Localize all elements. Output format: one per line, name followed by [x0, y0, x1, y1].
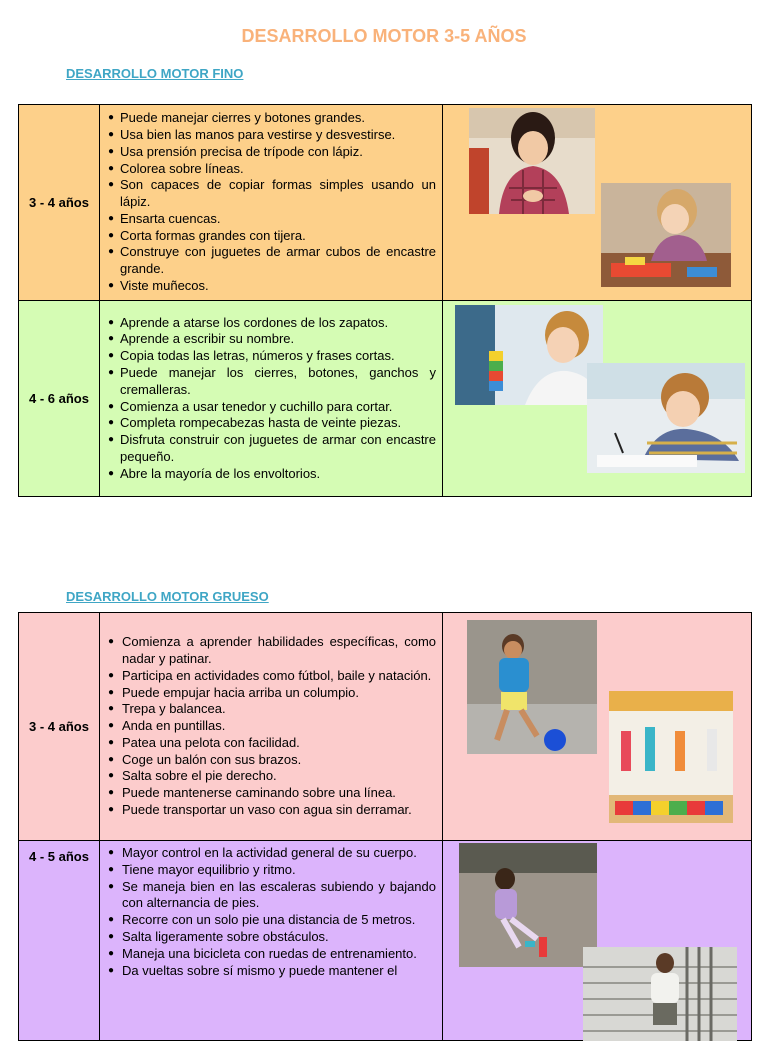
girl-buttoning-photo	[469, 108, 595, 214]
skill-item: ● Maneja una bicicleta con ruedas de entrenamiento.	[108, 946, 436, 963]
skill-item: ● Puede manejar los cierres, botones, ganchos y cremalleras.	[108, 365, 436, 399]
skill-item: ● Da vueltas sobre sí mismo y puede mantener el	[108, 963, 436, 980]
age-cell: 3 - 4 años	[19, 105, 100, 301]
skill-item: ● Coge un balón con sus brazos.	[108, 752, 436, 769]
skill-item: ● Puede transportar un vaso con agua sin derramar.	[108, 802, 436, 819]
skills-cell	[100, 301, 443, 497]
fine-row-4-6	[19, 301, 752, 497]
skills-list	[100, 106, 442, 299]
skill-item: ● Usa prensión precisa de trípode con lápiz.	[108, 144, 436, 161]
skill-item: ● Trepa y balancea.	[108, 701, 436, 718]
skill-item: ● Comienza a aprender habilidades específicas, como nadar y patinar.	[108, 634, 436, 668]
skill-item: ● Salta sobre el pie derecho.	[108, 768, 436, 785]
skill-item: ● Aprende a atarse los cordones de los zapatos.	[108, 315, 436, 332]
fine-row-3-4	[19, 105, 752, 301]
skill-item: ● Comienza a usar tenedor y cuchillo para cortar.	[108, 399, 436, 416]
photos-cell	[443, 105, 752, 301]
skill-item: ● Mayor control en la actividad general de su cuerpo.	[108, 845, 436, 862]
skills-cell	[100, 613, 443, 841]
age-cell: 4 - 6 años	[19, 301, 100, 497]
boy-blocks-photo	[455, 305, 603, 405]
skill-item: ● Puede manejar cierres y botones grandes.	[108, 110, 436, 127]
skill-item: ● Corta formas grandes con tijera.	[108, 228, 436, 245]
gross-motor-table	[18, 612, 752, 1041]
kids-climbing-photo	[609, 691, 733, 823]
skill-item: ● Recorre con un solo pie una distancia de 5 metros.	[108, 912, 436, 929]
gross-motor-heading: DESARROLLO MOTOR GRUESO	[66, 589, 269, 604]
skills-list	[100, 841, 442, 983]
photos-cell	[443, 301, 752, 497]
skill-item: ● Aprende a escribir su nombre.	[108, 331, 436, 348]
fine-motor-table	[18, 104, 752, 497]
skill-item: ● Usa bien las manos para vestirse y desvestirse.	[108, 127, 436, 144]
skill-item: ● Se maneja bien en las escaleras subiendo y bajando con alternancia de pies.	[108, 879, 436, 913]
skill-item: ● Patea una pelota con facilidad.	[108, 735, 436, 752]
skill-item: ● Colorea sobre líneas.	[108, 161, 436, 178]
skill-item: ● Participa en actividades como fútbol, baile y natación.	[108, 668, 436, 685]
age-cell: 3 - 4 años	[19, 613, 100, 841]
skill-item: ● Completa rompecabezas hasta de veinte piezas.	[108, 415, 436, 432]
skill-item: ● Anda en puntillas.	[108, 718, 436, 735]
skill-item: ● Son capaces de copiar formas simples usando un lápiz.	[108, 177, 436, 211]
boy-kicking-ball-photo	[467, 620, 597, 754]
skill-item: ● Viste muñecos.	[108, 278, 436, 295]
photos-cell	[443, 613, 752, 841]
girl-jumping-photo	[459, 843, 597, 967]
skills-list	[100, 311, 442, 487]
skill-item: ● Disfruta construir con juguetes de armar con encastre pequeño.	[108, 432, 436, 466]
girl-coloring-photo	[601, 183, 731, 287]
boy-stairs-photo	[583, 947, 737, 1041]
skill-item: ● Ensarta cuencas.	[108, 211, 436, 228]
photos-cell	[443, 841, 752, 1041]
gross-row-3-4	[19, 613, 752, 841]
skills-cell	[100, 105, 443, 301]
skills-list	[100, 630, 442, 823]
skill-item: ● Puede mantenerse caminando sobre una línea.	[108, 785, 436, 802]
boy-writing-photo	[587, 363, 745, 473]
gross-row-4-5	[19, 841, 752, 1041]
skill-item: ● Puede empujar hacia arriba un columpio.	[108, 685, 436, 702]
fine-motor-heading: DESARROLLO MOTOR FINO	[66, 66, 244, 81]
age-cell: 4 - 5 años	[19, 841, 100, 1041]
skill-item: ● Construye con juguetes de armar cubos de encastre grande.	[108, 244, 436, 278]
skill-item: ● Salta ligeramente sobre obstáculos.	[108, 929, 436, 946]
skill-item: ● Copia todas las letras, números y frases cortas.	[108, 348, 436, 365]
page-title: DESARROLLO MOTOR 3-5 AÑOS	[241, 26, 527, 46]
skills-cell	[100, 841, 443, 1041]
skill-item: ● Tiene mayor equilibrio y ritmo.	[108, 862, 436, 879]
skill-item: ● Abre la mayoría de los envoltorios.	[108, 466, 436, 483]
